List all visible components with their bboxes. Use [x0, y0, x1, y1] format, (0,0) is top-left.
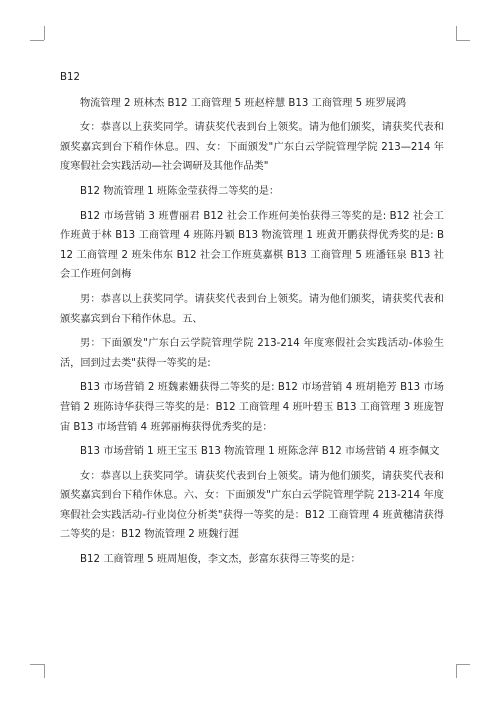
paragraph-1: B12 — [60, 72, 80, 83]
crop-mark-top-right-v — [456, 26, 457, 40]
crop-mark-top-left-v — [44, 26, 45, 40]
paragraph-11: B12 工商管理 5 班周旭俊，李文杰，彭富东获得三等奖的是： — [80, 554, 361, 566]
paragraph-8: B13 市场营销 2 班魏素姗获得二等奖的是: B12 市场营销 4 班胡艳芳 B13 市场营销 2 班陈诗华获得三等奖的是：B12 工商管理 4 班叶碧玉 B13 工商管理 3 班庞智宙 B13 市场营销 4 班郭丽梅获得优秀奖的是： — [60, 382, 444, 433]
paragraph-2: 物流管理 2 班林杰 B12 工商管理 5 班赵梓慧 B13 工商管理 5 班罗展鸿 — [80, 97, 407, 109]
crop-mark-bottom-right-h — [456, 664, 470, 665]
paragraph-7: 男：下面颁发"广东白云学院管理学院 213-214 年度寒假社会实践活动-体验生活，回到过去类"获得一等奖的是: — [60, 338, 444, 369]
paragraph-6: 男：恭喜以上获奖同学。请获奖代表到台上领奖。请为他们颁奖，请获奖代表和颁奖嘉宾到台下稍作休息。五、 — [60, 293, 444, 325]
paragraph-4: B12 物流管理 1 班陈金莹获得二等奖的是： — [80, 185, 280, 197]
crop-mark-bottom-left-h — [30, 664, 44, 665]
crop-mark-bottom-left-v — [44, 664, 45, 678]
paragraph-3: 女：恭喜以上获奖同学。请获奖代表到台上领奖。请为他们颁奖，请获奖代表和颁奖嘉宾到台下稍作休息。四、女：下面颁发"广东白云学院管理学院 213—214 年度寒假社会实践活动—社会调研及其他作品类" — [60, 122, 444, 173]
paragraph-10: 女：恭喜以上获奖同学。请获奖代表到台上领奖。请为他们颁奖，请获奖代表和颁奖嘉宾到台下稍作休息。六、女：下面颁发"广东白云学院管理学院 213-214 年度寒假社会实践活动-行业岗位分析类"获得一等奖的是：B12 工商管理 4 班黄穗清获得二等奖的是：B12 物流管理 2 班魏行涯 — [60, 470, 444, 541]
crop-mark-top-right-h — [456, 40, 470, 41]
crop-mark-top-left-h — [30, 40, 44, 41]
crop-mark-bottom-right-v — [456, 664, 457, 678]
paragraph-5: B12 市场营销 3 班曹丽君 B12 社会工作班何美怡获得三等奖的是: B12 社会工作班黄于林 B13 工商管理 4 班陈丹颖 B13 物流管理 1 班黄开鹏获得优秀奖的是: B12 工商管理 2 班朱伟东 B12 社会工作班莫嘉棋 B13 工商管理 5 班潘钰泉 B13 社会工作班何剑梅 — [60, 210, 444, 281]
paragraph-9: B13 市场营销 1 班王宝玉 B13 物流管理 1 班陈念萍 B12 市场营销 4 班李佩文 — [80, 446, 440, 458]
document-body — [60, 68, 444, 575]
